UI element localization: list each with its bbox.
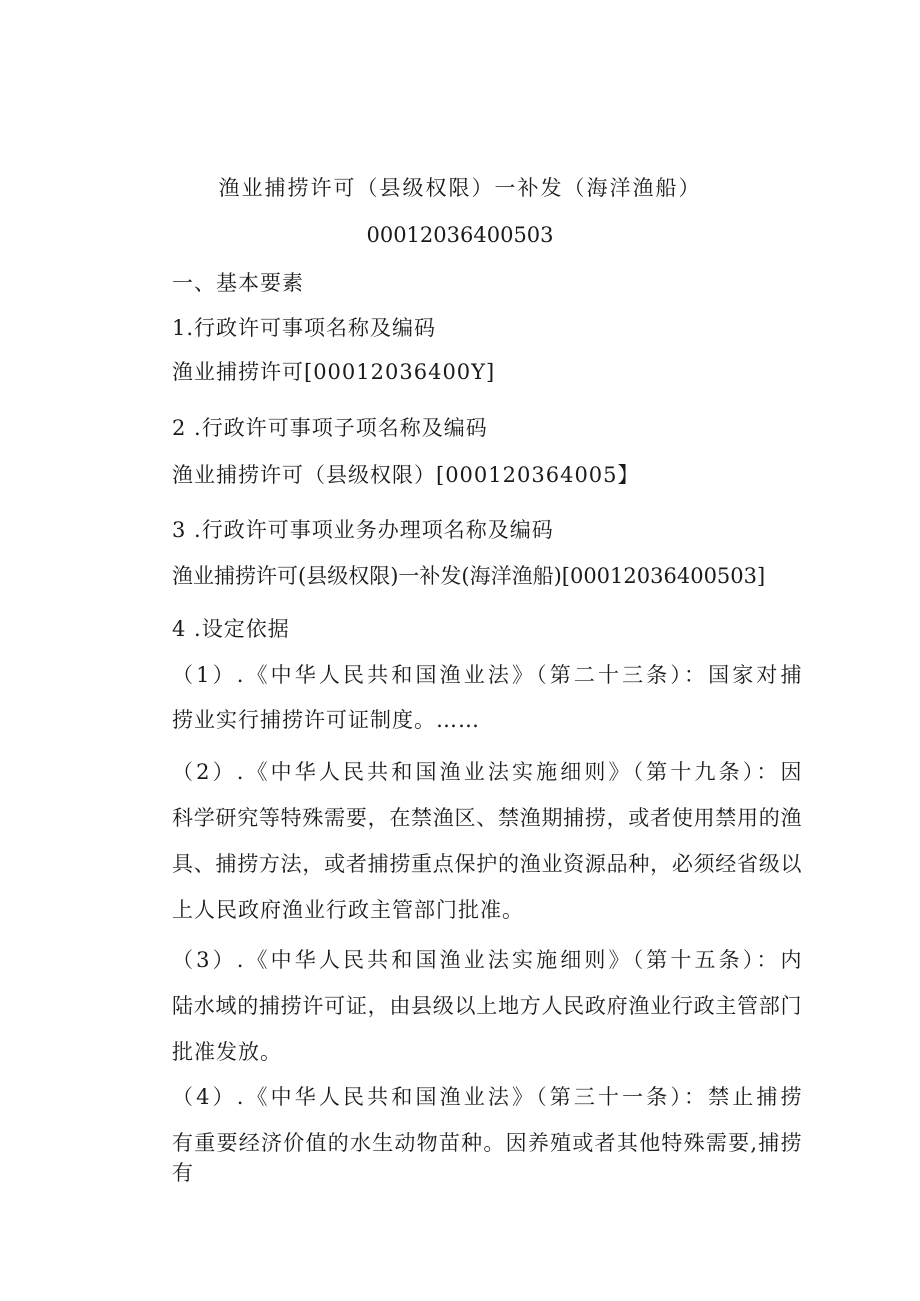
item2-value: 渔业捕捞许可（县级权限）[000120364005】 bbox=[172, 463, 640, 487]
basis-3-line-1: （3）.《中华人民共和国渔业法实施细则》（第十五条）：内 bbox=[172, 948, 802, 972]
basis-1-line-2: 捞业实行捕捞许可证制度。…… bbox=[172, 708, 480, 732]
basis-4-line-2: 有重要经济价值的水生动物苗种。因养殖或者其他特殊需要,捕捞有 bbox=[172, 1131, 802, 1185]
basis-2-line-1: （2）.《中华人民共和国渔业法实施细则》（第十九条）：因 bbox=[172, 760, 802, 784]
item1-value: 渔业捕捞许可[00012036400Y] bbox=[172, 360, 496, 384]
basis-4-line-1: （4）.《中华人民共和国渔业法》（第三十一条）：禁止捕捞 bbox=[172, 1085, 802, 1109]
item4-heading: 4 .设定依据 bbox=[172, 617, 290, 641]
item3-heading: 3 .行政许可事项业务办理项名称及编码 bbox=[172, 518, 554, 542]
basis-3-line-3: 批准发放。 bbox=[172, 1040, 282, 1064]
basis-1-line-1: （1）.《中华人民共和国渔业法》（第二十三条）：国家对捕 bbox=[172, 663, 802, 687]
document-code: 00012036400503 bbox=[366, 223, 554, 247]
item3-value: 渔业捕捞许可(县级权限)一补发(海洋渔船)[00012036400503] bbox=[172, 564, 766, 588]
basis-2-line-3: 具、捕捞方法，或者捕捞重点保护的渔业资源品种，必须经省级以 bbox=[172, 852, 802, 876]
section-heading: 一、基本要素 bbox=[172, 271, 304, 295]
basis-2-line-4: 上人民政府渔业行政主管部门批准。 bbox=[172, 898, 524, 922]
item1-heading: 1.行政许可事项名称及编码 bbox=[172, 316, 437, 340]
basis-2-line-2: 科学研究等特殊需要，在禁渔区、禁渔期捕捞，或者使用禁用的渔 bbox=[172, 806, 802, 830]
basis-3-line-2: 陆水域的捕捞许可证，由县级以上地方人民政府渔业行政主管部门 bbox=[172, 994, 802, 1018]
item2-heading: 2 .行政许可事项子项名称及编码 bbox=[172, 416, 488, 440]
document-title: 渔业捕捞许可（县级权限）一补发（海洋渔船） bbox=[218, 176, 702, 200]
